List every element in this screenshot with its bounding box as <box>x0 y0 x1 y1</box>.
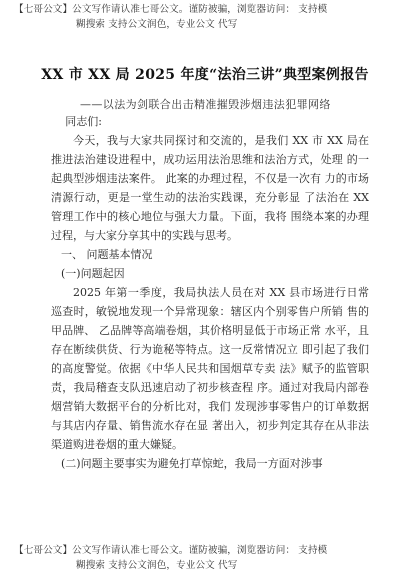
footer-watermark-line1: 【七哥公文】公文写作请认准七哥公文。谨防被骗，浏览器访问： 支持模 <box>14 545 328 556</box>
case-paragraph: 2025 年第一季度，我局执法人员在对 XX 县市场进行日常 巡查时，敏锐地发现一个异常现象：辖区内个别零售户所销 售的甲品牌、 乙品牌等高端卷烟，其价格明显低于市场正常 水平，且存在断续供货、行为诡秘等特点。这一反常情况立 即引起了我们的高度警觉。依据《中华人民共和国烟草专卖 法》赋予的监管职责，我局稽查支队迅速启动了初步核查程 序。通过对我局内部卷烟营销大数据平台的分析比对，我们 发现涉事零售户的订单数据与其店内存量、销售流水存在显 著出入，初步判定其存在从非法渠道购进卷烟的重大嫌疑。 <box>51 286 369 451</box>
header-watermark <box>14 2 396 32</box>
document-title: XX 市 XX 局 2025 年度“法治三讲”典型案例报告 <box>41 67 369 83</box>
footer-watermark <box>14 543 396 573</box>
intro-paragraph: 今天，我与大家共同探讨和交流的，是我们 XX 市 XX 局在 推进法治建设进程中，成功运用法治思维和法治方式，处理 的一起典型涉烟违法案件。 此案的办理过程，不仅是一次有 力的市场清源行动，更是一堂生动的法治实践课，充分彰显 了法治在 XX 管理工作中的核心地位与强大力量。下面，我将 围绕本案的办理过程，与大家分享其中的实践与思考。 <box>51 134 369 242</box>
subsection-heading-2: (二)问题主要事实为避免打草惊蛇，我局一方面对涉事 <box>61 457 323 470</box>
salutation: 同志们: <box>65 115 103 128</box>
footer-watermark-line2: 糊搜索 支持公文润色，专业公文 代写 <box>76 560 238 571</box>
document-body <box>51 112 369 473</box>
subsection-heading-1: (一)问题起因 <box>61 267 125 280</box>
section-heading-1: 一、 问题基本情况 <box>61 248 153 261</box>
header-watermark-line2: 糊搜索 支持公文润色，专业公文 代写 <box>76 19 238 30</box>
header-watermark-line1: 【七哥公文】公文写作请认准七哥公文。谨防被骗，浏览器访问： 支持模 <box>14 4 328 15</box>
document-subtitle: ——以法为剑联合出击精准摧毁涉烟违法犯罪网络 <box>80 98 331 111</box>
